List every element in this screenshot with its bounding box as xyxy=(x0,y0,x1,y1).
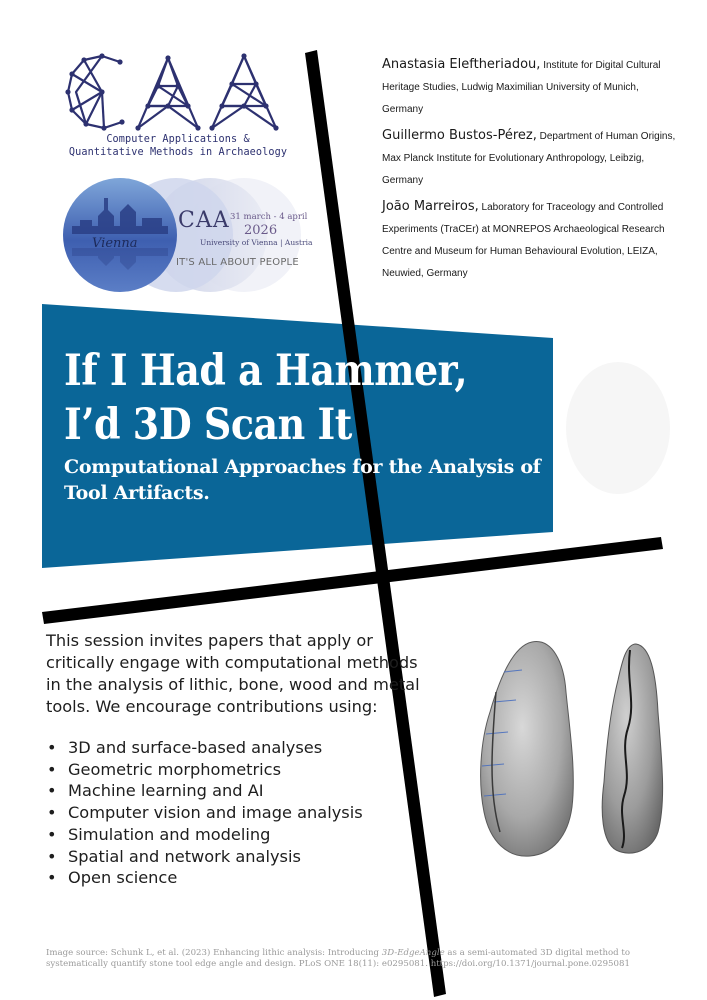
author-name: Anastasia Eleftheriadou, xyxy=(382,57,541,72)
author-affiliation: Department of Human Origins, Max Planck Institute for Evolutionary Anthropology, Leibzig, Germany xyxy=(382,131,676,186)
badge-motto: IT'S ALL ABOUT PEOPLE xyxy=(176,257,299,268)
authors-block xyxy=(382,54,682,289)
title-subtitle: Computational Approaches for the Analysis of Tool Artifacts. xyxy=(64,456,541,504)
badge-year: 2026 xyxy=(244,223,278,238)
badge-city: Vienna xyxy=(92,236,138,251)
topic-list xyxy=(46,737,363,889)
list-item xyxy=(46,867,363,889)
title-line-2: I’d 3D Scan It xyxy=(64,398,352,449)
author-name: João Marreiros, xyxy=(382,199,479,214)
stone-tool-scans-image xyxy=(460,632,670,868)
image-source-credit xyxy=(46,948,686,970)
author-affiliation: Laboratory for Traceology and Controlled Experiments (TraCEr) at MONREPOS Archaeological Research Centre and Museum for Human Behavioural Evolution, LEIZA, Neuwied, Germany xyxy=(382,202,665,279)
title-line-1: If I Had a Hammer, xyxy=(64,344,468,395)
topic-label: Computer vision and image analysis xyxy=(68,803,363,823)
topic-label: Open science xyxy=(68,868,178,888)
logo-subtitle-line2: Quantitative Methods in Archaeology xyxy=(68,147,288,158)
credit-suffix: as a semi-automated 3D digital method to systematically quantify stone tool edge angle and design. PLoS ONE 18(11): e0295081. https://doi.org/10.1371/journal.pone.0295081 xyxy=(46,948,631,969)
author-3 xyxy=(382,196,682,285)
topic-label: Spatial and network analysis xyxy=(68,846,301,866)
list-item xyxy=(46,759,363,781)
list-item xyxy=(46,802,363,824)
caa-logo xyxy=(62,52,292,164)
topic-label: Simulation and modeling xyxy=(68,824,271,844)
list-item xyxy=(46,737,363,759)
author-affiliation: Institute for Digital Cultural Heritage Studies, Ludwig Maximilian University of Munich, Germany xyxy=(382,60,661,115)
session-description: This session invites papers that apply or critically engage with computational methods in the analysis of lithic, bone, wood and metal tools. We encourage contributions using: xyxy=(46,631,420,716)
bullet-icon: • xyxy=(47,868,57,888)
list-item xyxy=(46,824,363,846)
logo-subtitle-line1: Computer Applications & xyxy=(106,134,250,145)
faint-shape xyxy=(566,362,670,494)
session-title-block xyxy=(64,340,544,506)
badge-dates: 31 march - 4 april xyxy=(230,212,308,222)
credit-method-name: 3D-EdgeAngle xyxy=(381,948,445,958)
bullet-icon: • xyxy=(47,781,57,801)
topic-label: 3D and surface-based analyses xyxy=(68,738,323,757)
bullet-icon: • xyxy=(47,738,57,757)
badge-university: University of Vienna | Austria xyxy=(200,238,313,247)
list-item xyxy=(46,780,363,802)
caa-letters-graphic xyxy=(62,52,292,132)
vienna-conference-badge xyxy=(58,176,313,294)
badge-acronym: CAA xyxy=(178,208,230,233)
bullet-icon: • xyxy=(47,803,57,823)
bullet-icon: • xyxy=(47,759,57,779)
bullet-icon: • xyxy=(47,846,57,866)
list-item xyxy=(46,846,363,868)
credit-prefix: Image source: Schunk L, et al. (2023) Enhancing lithic analysis: Introducing xyxy=(46,948,382,958)
author-name: Guillermo Bustos-Pérez, xyxy=(382,128,537,143)
topic-label: Machine learning and AI xyxy=(68,781,264,801)
bullet-icon: • xyxy=(47,824,57,844)
author-2 xyxy=(382,125,682,192)
author-1 xyxy=(382,54,682,121)
topic-label: Geometric morphometrics xyxy=(68,759,282,779)
